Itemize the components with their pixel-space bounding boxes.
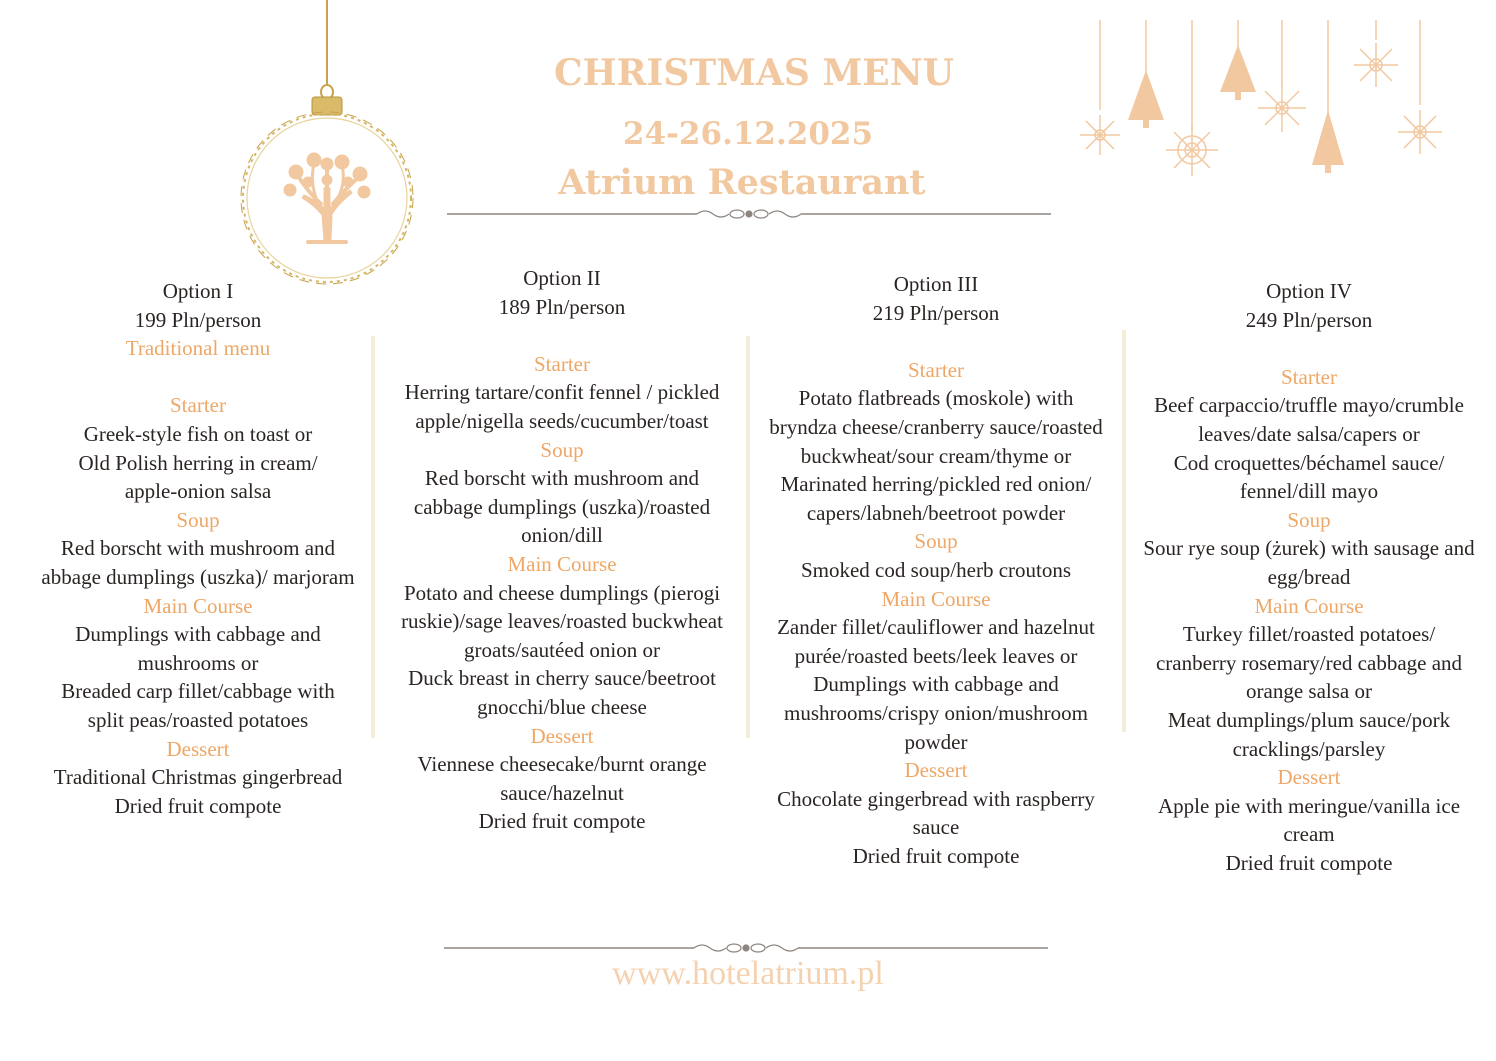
website-link[interactable]: www.hotelatrium.pl: [612, 955, 884, 992]
option-name: Option III: [893, 272, 979, 296]
dish-line: Beef carpaccio/truffle mayo/crumble: [1154, 393, 1464, 418]
option-name: Option IV: [1266, 279, 1352, 303]
dish-line: purée/roasted beets/leek leaves or: [794, 643, 1078, 668]
dish-line: Meat dumplings/plum sauce/pork: [1167, 707, 1451, 732]
section-heading-soup: Soup: [176, 507, 220, 532]
dish-line: Sour rye soup (żurek) with sausage and: [1143, 536, 1475, 561]
option-price: 189 Pln/person: [498, 294, 626, 319]
menu-option-2: [390, 264, 734, 836]
dish-line: groats/sautéed onion or: [464, 637, 660, 662]
menu-title: CHRISTMAS MENU: [553, 52, 955, 94]
section-heading-dessert: Dessert: [1277, 765, 1341, 790]
dish-line: capers/labneh/beetroot powder: [806, 500, 1066, 525]
column-separator: [371, 336, 375, 738]
top-divider: [447, 206, 1051, 222]
section-heading-main: Main Course: [507, 551, 617, 576]
bottom-divider: [444, 940, 1048, 956]
dish-line: cabbage dumplings (uszka)/roasted: [413, 494, 711, 519]
dish-line: Viennese cheesecake/burnt orange: [417, 752, 707, 777]
dish-line: Greek-style fish on toast or: [83, 421, 313, 446]
dish-line: Dried fruit compote: [852, 843, 1020, 868]
dish-line: Marinated herring/pickled red onion/: [780, 472, 1092, 497]
menu-option-3: [760, 270, 1112, 870]
dish-line: sauce: [912, 815, 960, 840]
dish-line: Breaded carp fillet/cabbage with: [61, 679, 335, 704]
dish-line: Dried fruit compote: [478, 809, 646, 834]
dish-line: Duck breast in cherry sauce/beetroot: [408, 666, 716, 691]
dish-line: Traditional Christmas gingerbread: [53, 765, 343, 790]
section-heading-main: Main Course: [881, 586, 991, 611]
menu-option-4: [1136, 277, 1482, 877]
dish-line: Potato flatbreads (moskole) with: [798, 386, 1074, 411]
section-heading-dessert: Dessert: [904, 758, 968, 783]
dish-line: apple/nigella seeds/cucumber/toast: [415, 408, 709, 433]
dish-line: Apple pie with meringue/vanilla ice: [1157, 793, 1461, 818]
dish-line: Dumplings with cabbage and: [813, 672, 1059, 697]
dish-line: egg/bread: [1267, 564, 1351, 589]
dish-line: Dried fruit compote: [1225, 850, 1393, 875]
section-heading-main: Main Course: [1254, 593, 1364, 618]
dish-line: Smoked cod soup/herb croutons: [800, 557, 1072, 582]
section-heading-soup: Soup: [914, 529, 958, 554]
option-price: 219 Pln/person: [872, 300, 1000, 325]
dish-line: cranberry rosemary/red cabbage and: [1155, 650, 1463, 675]
dish-line: Red borscht with mushroom and: [60, 536, 336, 561]
dish-line: cream: [1283, 822, 1335, 847]
dish-line: leaves/date salsa/capers or: [1198, 421, 1420, 446]
dish-line: Dumplings with cabbage and: [75, 622, 321, 647]
dish-line: Red borscht with mushroom and: [424, 466, 700, 491]
dish-line: onion/dill: [521, 523, 603, 548]
section-heading-starter: Starter: [534, 351, 590, 376]
dish-line: Herring tartare/confit fennel / pickled: [404, 380, 720, 405]
dish-line: Old Polish herring in cream/: [78, 450, 318, 475]
restaurant-name: Atrium Restaurant: [558, 162, 926, 203]
option-price: 199 Pln/person: [134, 307, 262, 332]
dish-line: mushrooms/crispy onion/mushroom: [784, 700, 1088, 725]
dish-line: orange salsa or: [1246, 679, 1372, 704]
section-heading-soup: Soup: [540, 437, 584, 462]
section-heading-main: Main Course: [143, 593, 253, 618]
dish-line: bryndza cheese/cranberry sauce/roasted: [769, 414, 1103, 439]
dish-line: Chocolate gingerbread with raspberry: [777, 786, 1095, 811]
dish-line: fennel/dill mayo: [1239, 479, 1379, 504]
dish-line: buckwheat/sour cream/thyme or: [800, 443, 1072, 468]
menu-option-1: [30, 277, 366, 820]
section-heading-soup: Soup: [1287, 507, 1331, 532]
option-subtitle: Traditional menu: [125, 336, 271, 361]
option-price: 249 Pln/person: [1245, 307, 1373, 332]
dish-line: gnocchi/blue cheese: [477, 694, 647, 719]
dish-line: split peas/roasted potatoes: [87, 707, 309, 732]
section-heading-starter: Starter: [170, 393, 226, 418]
section-heading-starter: Starter: [1281, 364, 1337, 389]
dish-line: sauce/hazelnut: [500, 780, 624, 805]
dish-line: Dried fruit compote: [114, 793, 282, 818]
dish-line: abbage dumplings (uszka)/ marjoram: [41, 564, 355, 589]
section-heading-starter: Starter: [908, 357, 964, 382]
dish-line: mushrooms or: [137, 650, 259, 675]
dish-line: Zander fillet/cauliflower and hazelnut: [777, 615, 1095, 640]
dish-line: ruskie)/sage leaves/roasted buckwheat: [401, 609, 723, 634]
section-heading-dessert: Dessert: [166, 736, 230, 761]
dish-line: Turkey fillet/roasted potatoes/: [1182, 622, 1436, 647]
dish-line: Potato and cheese dumplings (pierogi: [403, 580, 721, 605]
menu-dates: 24-26.12.2025: [622, 116, 874, 152]
option-name: Option I: [162, 279, 234, 303]
column-separator: [1122, 330, 1126, 732]
option-name: Option II: [523, 266, 601, 290]
column-separator: [746, 336, 750, 738]
section-heading-dessert: Dessert: [530, 723, 594, 748]
dish-line: Cod croquettes/béchamel sauce/: [1173, 450, 1445, 475]
dish-line: powder: [904, 729, 968, 754]
dish-line: cracklings/parsley: [1232, 736, 1386, 761]
dish-line: apple-onion salsa: [124, 479, 272, 504]
